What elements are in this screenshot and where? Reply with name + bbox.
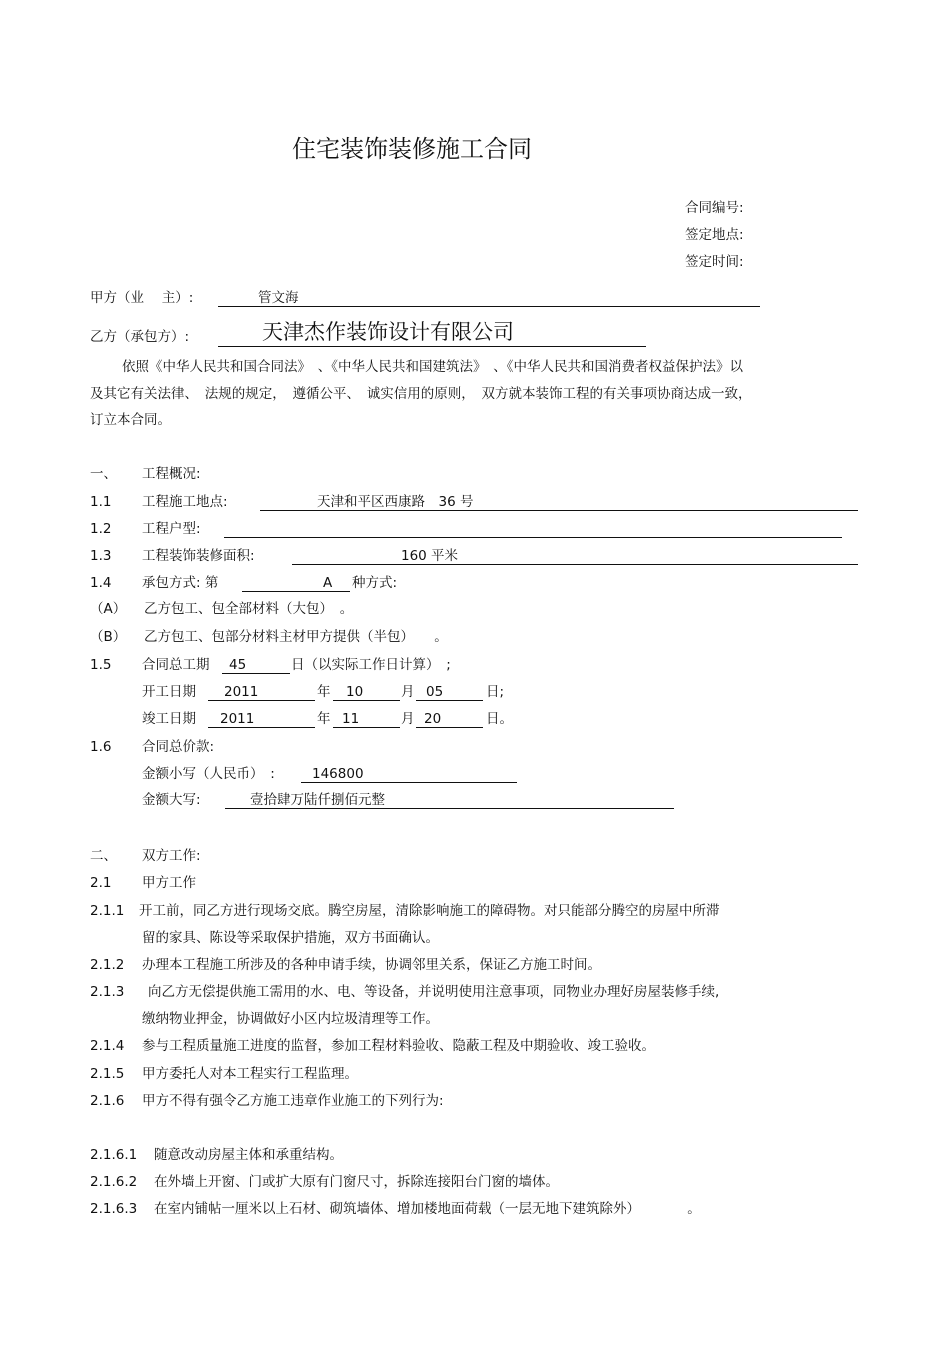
end-day-underline — [416, 727, 483, 728]
amount-small-underline — [301, 782, 517, 783]
s13-label: 工程装饰装修面积: — [142, 548, 255, 564]
start-year: 2011 — [224, 684, 259, 700]
option-b-text: 乙方包工、包部分材料主材甲方提供（半包） 。 — [144, 629, 448, 645]
option-b-key: （B） — [90, 629, 127, 645]
s15-days-underline — [222, 673, 290, 674]
contract-no-label: 合同编号: — [685, 200, 744, 216]
item-213-line2: 缴纳物业押金，协调做好小区内垃圾清理等工作。 — [142, 1011, 439, 1027]
item-213-num: 2.1.3 — [90, 984, 125, 1000]
start-day: 05 — [426, 684, 444, 700]
item-211-num: 2.1.1 — [90, 903, 125, 919]
s14-num: 1.4 — [90, 575, 112, 591]
intro-line-3: 订立本合同。 — [90, 412, 171, 428]
amount-big-value: 壹拾肆万陆仟捌佰元整 — [250, 792, 385, 808]
section2-num: 二、 — [90, 848, 117, 864]
s21-text: 甲方工作 — [142, 875, 196, 891]
s13-value: 160 平米 — [401, 548, 459, 564]
end-month: 11 — [342, 711, 360, 727]
item-214-num: 2.1.4 — [90, 1038, 125, 1054]
end-month-unit: 月 — [401, 711, 415, 727]
item-216-num: 2.1.6 — [90, 1093, 125, 1109]
start-end: 日; — [486, 684, 505, 700]
item-212-line1: 办理本工程施工所涉及的各种申请手续，协调邻里关系，保证乙方施工时间。 — [142, 957, 601, 973]
s14-value: A — [323, 575, 333, 591]
sign-time-label: 签定时间: — [685, 254, 744, 270]
item-215-num: 2.1.5 — [90, 1066, 125, 1082]
document-title: 住宅装饰装修施工合同 — [292, 135, 532, 163]
intro-line-1: 依照《中华人民共和国合同法》 、《中华人民共和国建筑法》 、《中华人民共和国消费者权益保护法》以 — [122, 359, 743, 375]
sub-2161-text: 随意改动房屋主体和承重结构。 — [154, 1147, 343, 1163]
item-215-line1: 甲方委托人对本工程实行工程监理。 — [142, 1066, 358, 1082]
s11-label: 工程施工地点: — [142, 494, 228, 510]
start-date-label: 开工日期 — [142, 684, 196, 700]
s13-num: 1.3 — [90, 548, 112, 564]
intro-line-2: 及其它有关法律、 法规的规定， 遵循公平、 诚实信用的原则， 双方就本装饰工程的有关事项协商达成一致， — [90, 386, 752, 402]
s15-num: 1.5 — [90, 657, 112, 673]
s14-suffix: 种方式: — [352, 575, 398, 591]
start-year-underline — [208, 700, 315, 701]
s14-underline — [242, 591, 350, 592]
option-a-text: 乙方包工、包全部材料（大包） 。 — [144, 601, 354, 617]
s15-days: 45 — [229, 657, 247, 673]
section1-num: 一、 — [90, 466, 117, 482]
s12-num: 1.2 — [90, 521, 112, 537]
s14-label: 承包方式: 第 — [142, 575, 219, 591]
party-a-underline — [218, 306, 760, 307]
s12-label: 工程户型: — [142, 521, 201, 537]
section1-title: 工程概况: — [142, 466, 201, 482]
party-b-name: 天津杰作装饰设计有限公司 — [262, 320, 514, 344]
end-date-label: 竣工日期 — [142, 711, 196, 727]
amount-big-underline — [225, 808, 674, 809]
item-213-line1: 向乙方无偿提供施工需用的水、电、等设备，并说明使用注意事项，同物业办理好房屋装修手续, — [148, 984, 720, 1000]
item-211-line1: 开工前，同乙方进行现场交底。腾空房屋，清除影响施工的障碍物。对只能部分腾空的房屋中所滞 — [139, 903, 720, 919]
end-year: 2011 — [220, 711, 255, 727]
sub-2162-text: 在外墙上开窗、门或扩大原有门窗尺寸，拆除连接阳台门窗的墙体。 — [154, 1174, 559, 1190]
s16-num: 1.6 — [90, 739, 112, 755]
end-year-unit: 年 — [317, 711, 331, 727]
s12-underline — [224, 537, 842, 538]
end-day: 20 — [424, 711, 442, 727]
s11-underline — [260, 510, 858, 511]
item-212-num: 2.1.2 — [90, 957, 125, 973]
section2-title: 双方工作: — [142, 848, 201, 864]
amount-big-label: 金额大写: — [142, 792, 201, 808]
s16-label: 合同总价款: — [142, 739, 215, 755]
s15-days-suffix: 日（以实际工作日计算） ; — [291, 657, 451, 673]
start-year-unit: 年 — [317, 684, 331, 700]
start-day-underline — [416, 700, 483, 701]
s11-value: 天津和平区西康路 36 号 — [317, 494, 474, 510]
amount-small-label: 金额小写（人民币） : — [142, 766, 275, 782]
item-216-line1: 甲方不得有强令乙方施工违章作业施工的下列行为: — [142, 1093, 444, 1109]
party-b-underline — [218, 346, 646, 347]
start-month: 10 — [346, 684, 364, 700]
s11-num: 1.1 — [90, 494, 112, 510]
item-211-line2: 留的家具、陈设等采取保护措施，双方书面确认。 — [142, 930, 439, 946]
s15-label: 合同总工期 — [142, 657, 210, 673]
end-month-underline — [333, 727, 400, 728]
party-b-label: 乙方（承包方）: — [90, 329, 190, 345]
amount-small-value: 146800 — [312, 766, 364, 782]
s21-num: 2.1 — [90, 875, 112, 891]
s13-underline — [292, 564, 858, 565]
sign-place-label: 签定地点: — [685, 227, 744, 243]
option-a-key: （A） — [90, 601, 127, 617]
party-a-label: 甲方（业 主）: — [90, 290, 194, 306]
item-214-line1: 参与工程质量施工进度的监督，参加工程材料验收、隐蔽工程及中期验收、竣工验收。 — [142, 1038, 655, 1054]
party-a-name: 管文海 — [258, 290, 299, 306]
sub-2161-num: 2.1.6.1 — [90, 1147, 138, 1163]
end-end: 日。 — [486, 711, 513, 727]
end-year-underline — [208, 727, 315, 728]
start-month-unit: 月 — [401, 684, 415, 700]
sub-2162-num: 2.1.6.2 — [90, 1174, 138, 1190]
sub-2163-text: 在室内铺帖一厘米以上石材、砌筑墙体、增加楼地面荷载（一层无地下建筑除外） 。 — [154, 1201, 701, 1217]
start-month-underline — [333, 700, 400, 701]
sub-2163-num: 2.1.6.3 — [90, 1201, 138, 1217]
